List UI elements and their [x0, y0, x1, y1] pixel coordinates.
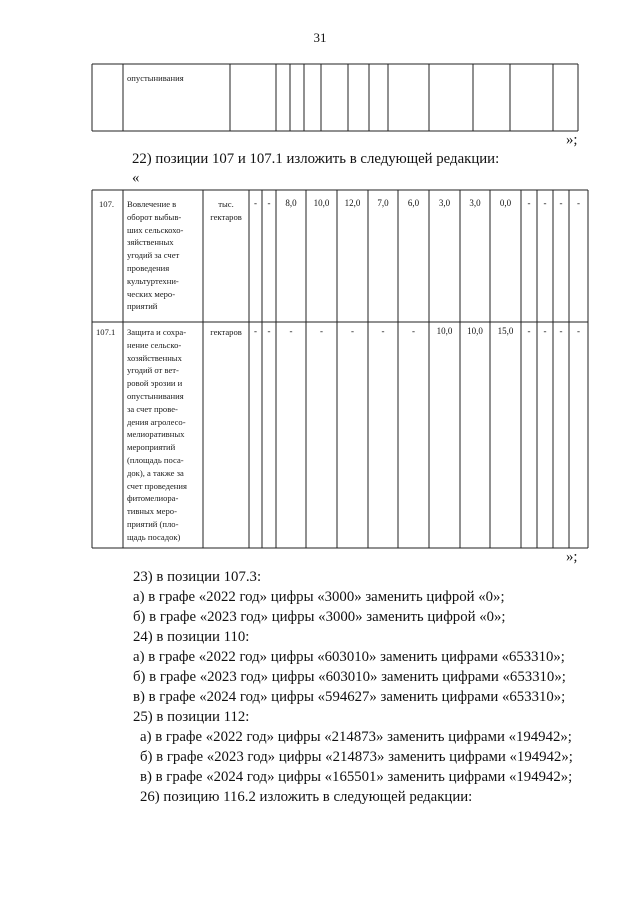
row-107-1-name [127, 326, 187, 544]
name-line: (площадь поса- [127, 454, 184, 465]
text-line: б) в графе «2023 год» цифры «214873» заменить цифрами «194942»; [140, 749, 573, 765]
row-107-value: 6,0 [407, 198, 420, 208]
name-line: дения агролесо- [127, 416, 186, 427]
name-line: хозяйственных [127, 352, 182, 363]
row-107-1-value: - [267, 326, 271, 336]
text-line: в) в графе «2024 год» цифры «594627» заменить цифрами «653310»; [133, 689, 566, 705]
paragraph-22: 22) позиции 107 и 107.1 изложить в следующей редакции: [132, 151, 500, 167]
name-line: угодий от вет- [127, 365, 179, 376]
text-line: 26) позицию 116.2 изложить в следующей редакции: [140, 789, 473, 805]
row-107-1-value: 10,0 [436, 326, 453, 336]
row-107-unit [203, 198, 249, 224]
name-line: счет проведения [127, 480, 187, 491]
text-line: в) в графе «2024 год» цифры «165501» заменить цифрами «194942»; [140, 769, 573, 785]
row-107-value: 8,0 [285, 198, 297, 208]
name-line: оборот выбыв- [127, 211, 182, 222]
row-107-1-value: - [381, 326, 385, 336]
row-107-1-value: - [543, 326, 547, 336]
name-line: тивных меро- [127, 506, 177, 517]
row-107-1-value: 15,0 [497, 326, 514, 336]
name-line: ческих меро- [127, 288, 176, 299]
name-line: зяйственных [127, 237, 174, 248]
row-107-value: 3,0 [469, 198, 481, 208]
name-line: приятий (пло- [127, 518, 179, 529]
row-107-value: - [267, 198, 271, 208]
row-107-value: - [254, 198, 257, 208]
text-line: а) в графе «2022 год» цифры «214873» заменить цифрами «194942»; [140, 729, 572, 745]
unit-line: гектаров [210, 211, 242, 222]
row-107-value: 10,0 [313, 198, 330, 208]
name-line: угодий за счет [127, 250, 180, 261]
name-line: док), а также за [127, 467, 184, 478]
fragment-text: опустынивания [127, 73, 184, 83]
text-line: б) в графе «2023 год» цифры «3000» заменить цифрой «0»; [133, 609, 506, 625]
unit-line: тыс. [218, 199, 234, 209]
name-line: ровой эрозии и [127, 378, 183, 389]
row-107-1-position: 107.1 [96, 327, 116, 337]
row-107-1-value: - [559, 326, 563, 336]
row-107-value: 3,0 [438, 198, 451, 208]
row-107-value: 7,0 [377, 198, 389, 208]
row-107-1-value: - [527, 326, 531, 336]
row-107-1-value: 10,0 [467, 326, 483, 336]
row-107-1-value: - [320, 326, 323, 336]
row-107-value: - [543, 198, 547, 208]
row-107-1-value: - [412, 326, 415, 336]
name-line: приятий [127, 301, 158, 312]
text-line: б) в графе «2023 год» цифры «603010» заменить цифрами «653310»; [133, 669, 566, 685]
name-line: проведения [127, 262, 170, 273]
page-number: 31 [313, 30, 327, 45]
text-line: 23) в позиции 107.3: [133, 569, 262, 585]
name-line: нение сельско- [127, 339, 182, 350]
name-line: Вовлечение в [127, 199, 177, 209]
row-107-1-value: - [351, 326, 354, 336]
row-107-value: 0,0 [499, 198, 512, 208]
row-107-value: - [559, 198, 563, 208]
row-107-value: - [577, 198, 580, 208]
name-line: ших сельскохо- [127, 224, 184, 235]
row-107-1-unit [203, 326, 249, 339]
name-line: опустынивания [127, 390, 184, 401]
open-quote: « [132, 170, 140, 186]
row-107-name [127, 198, 183, 313]
name-line: мелиоративных [127, 429, 185, 440]
row-107-value: 12,0 [344, 198, 361, 208]
name-line: за счет прове- [127, 403, 178, 414]
name-line: культуртехни- [127, 275, 179, 286]
text-line: а) в графе «2022 год» цифры «603010» заменить цифрами «653310»; [133, 649, 565, 665]
text-line: 24) в позиции 110: [133, 629, 250, 645]
name-line: мероприятий [127, 442, 176, 453]
closing-quote-2: »; [566, 549, 578, 565]
name-line: фитомелиора- [127, 493, 179, 504]
name-line: Защита и сохра- [127, 327, 187, 337]
row-107-value: - [527, 198, 531, 208]
text-line: 25) в позиции 112: [133, 709, 250, 725]
row-107-position: 107. [99, 199, 115, 209]
row-107-1-value: - [254, 326, 257, 336]
closing-quote-1: »; [566, 132, 578, 148]
unit-line: гектаров [210, 327, 242, 337]
row-107-1-value: - [577, 326, 580, 336]
text-line: а) в графе «2022 год» цифры «3000» заменить цифрой «0»; [133, 589, 505, 605]
row-107-1-value: - [289, 326, 293, 336]
name-line: щадь посадок) [127, 531, 181, 542]
